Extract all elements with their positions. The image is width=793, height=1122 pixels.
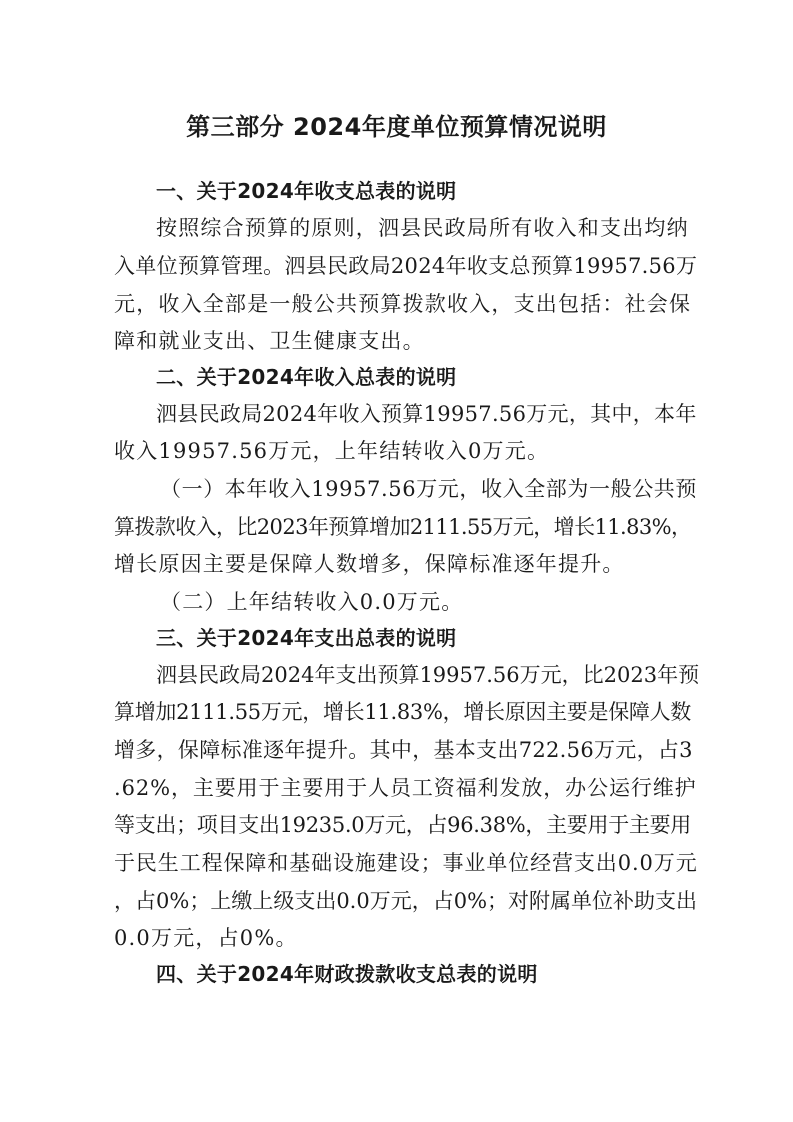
paragraph-line: 于民生工程保障和基础设施建设；事业单位经营支出0.0万元 — [114, 851, 698, 875]
paragraph-line: （一）本年收入19957.56万元，收入全部为一般公共预 — [160, 477, 697, 501]
section-heading-2: 二、关于2024年收入总表的说明 — [156, 365, 457, 389]
paragraph-line: 收入19957.56万元，上年结转收入0万元。 — [114, 439, 550, 463]
paragraph-line: 元，收入全部是一般公共预算拨款收入，支出包括：社会保 — [114, 292, 692, 316]
section-heading-3: 三、关于2024年支出总表的说明 — [156, 626, 457, 650]
paragraph-line: 泗县民政局2024年收入预算19957.56万元，其中，本年 — [156, 402, 697, 426]
section-heading-4: 四、关于2024年财政拨款收支总表的说明 — [156, 962, 538, 986]
paragraph-line: .62%，主要用于主要用于人员工资福利发放，办公运行维护 — [114, 776, 697, 800]
paragraph-line: 泗县民政局2024年支出预算19957.56万元，比2023年预 — [156, 663, 700, 687]
page-title: 第三部分 2024年度单位预算情况说明 — [186, 113, 607, 141]
paragraph-line: 增多，保障标准逐年提升。其中，基本支出722.56万元，占3 — [114, 738, 693, 762]
paragraph-line: 按照综合预算的原则，泗县民政局所有收入和支出均纳 — [156, 216, 689, 240]
paragraph-line: 等支出；项目支出19235.0万元，占96.38%，主要用于主要用 — [114, 813, 692, 837]
paragraph-line: （二）上年结转收入0.0万元。 — [160, 590, 464, 614]
paragraph-line: 障和就业支出、卫生健康支出。 — [114, 329, 425, 353]
paragraph-line: ，占0%；上缴上级支出0.0万元，占0%；对附属单位补助支出 — [114, 889, 698, 913]
paragraph-line: 算拨款收入，比2023年预算增加2111.55万元，增长11.83%， — [114, 515, 692, 539]
paragraph-line: 0.0万元，占0%。 — [114, 926, 298, 950]
paragraph-line: 入单位预算管理。泗县民政局2024年收支总预算19957.56万 — [114, 254, 698, 278]
paragraph-line: 算增加2111.55万元，增长11.83%，增长原因主要是保障人数 — [114, 700, 692, 724]
paragraph-line: 增长原因主要是保障人数增多，保障标准逐年提升。 — [114, 552, 625, 576]
section-heading-1: 一、关于2024年收支总表的说明 — [156, 179, 457, 203]
